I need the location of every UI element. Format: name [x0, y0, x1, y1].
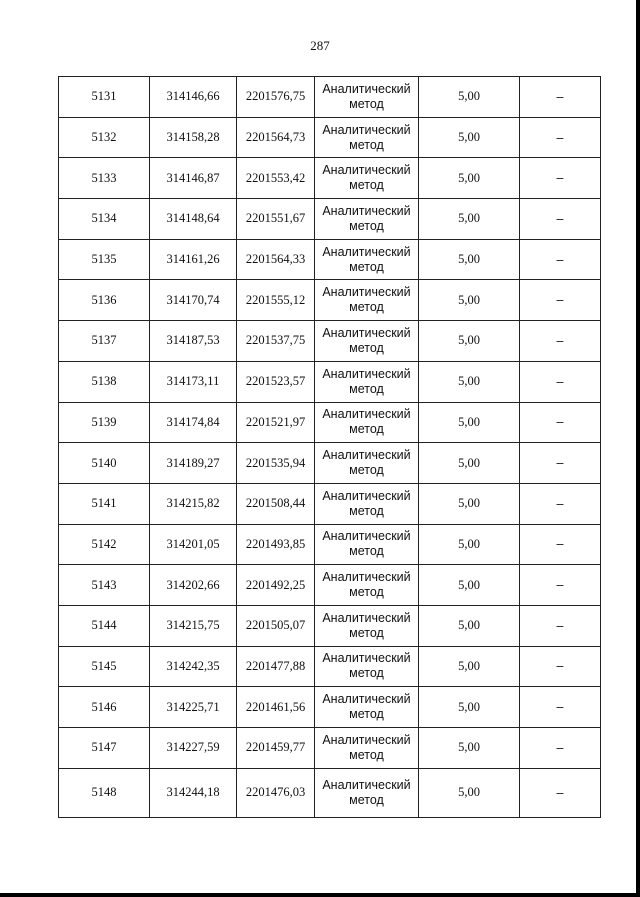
y-coordinate-cell: 2201493,85 — [237, 524, 315, 565]
y-coordinate-cell: 2201555,12 — [237, 280, 315, 321]
point-number-cell: 5142 — [59, 524, 150, 565]
table-row — [59, 158, 601, 199]
y-coordinate-cell: 2201523,57 — [237, 361, 315, 402]
y-coordinate-cell: 2201564,33 — [237, 239, 315, 280]
note-cell: – — [520, 565, 601, 606]
method-cell — [315, 239, 419, 280]
x-coordinate-cell: 314215,82 — [150, 483, 237, 524]
note-cell: – — [520, 605, 601, 646]
table-row — [59, 687, 601, 728]
note-cell: – — [520, 321, 601, 362]
method-line-2: метод — [349, 544, 384, 559]
table-row — [59, 117, 601, 158]
point-number-cell: 5132 — [59, 117, 150, 158]
method-line-1: Аналитический — [322, 488, 411, 503]
method-line-2: метод — [349, 178, 384, 193]
note-cell: – — [520, 402, 601, 443]
y-coordinate-cell: 2201477,88 — [237, 646, 315, 687]
method-line-2: метод — [349, 792, 384, 807]
table-row — [59, 199, 601, 240]
y-coordinate-cell: 2201537,75 — [237, 321, 315, 362]
point-number-cell: 5145 — [59, 646, 150, 687]
method-line-1: Аналитический — [322, 407, 411, 422]
table-row — [59, 361, 601, 402]
method-cell — [315, 280, 419, 321]
y-coordinate-cell: 2201521,97 — [237, 402, 315, 443]
point-number-cell: 5136 — [59, 280, 150, 321]
x-coordinate-cell: 314173,11 — [150, 361, 237, 402]
accuracy-cell: 5,00 — [419, 524, 520, 565]
method-cell — [315, 565, 419, 606]
method-cell — [315, 77, 419, 118]
x-coordinate-cell: 314201,05 — [150, 524, 237, 565]
y-coordinate-cell: 2201459,77 — [237, 728, 315, 769]
method-line-1: Аналитический — [322, 244, 411, 259]
x-coordinate-cell: 314161,26 — [150, 239, 237, 280]
method-cell — [315, 483, 419, 524]
method-line-2: метод — [349, 707, 384, 722]
accuracy-cell: 5,00 — [419, 402, 520, 443]
accuracy-cell: 5,00 — [419, 687, 520, 728]
method-cell — [315, 687, 419, 728]
accuracy-cell: 5,00 — [419, 239, 520, 280]
point-number-cell: 5143 — [59, 565, 150, 606]
y-coordinate-cell: 2201505,07 — [237, 605, 315, 646]
method-line-1: Аналитический — [322, 692, 411, 707]
method-line-2: метод — [349, 218, 384, 233]
table-row — [59, 524, 601, 565]
note-cell: – — [520, 728, 601, 769]
table-row — [59, 646, 601, 687]
y-coordinate-cell: 2201551,67 — [237, 199, 315, 240]
x-coordinate-cell: 314215,75 — [150, 605, 237, 646]
point-number-cell: 5140 — [59, 443, 150, 484]
coordinates-table — [58, 76, 601, 818]
note-cell: – — [520, 361, 601, 402]
x-coordinate-cell: 314202,66 — [150, 565, 237, 606]
note-cell: – — [520, 483, 601, 524]
method-line-2: метод — [349, 463, 384, 478]
method-cell — [315, 199, 419, 240]
method-line-2: метод — [349, 625, 384, 640]
method-line-2: метод — [349, 585, 384, 600]
point-number-cell: 5135 — [59, 239, 150, 280]
method-line-2: метод — [349, 666, 384, 681]
method-line-2: метод — [349, 137, 384, 152]
y-coordinate-cell: 2201461,56 — [237, 687, 315, 728]
accuracy-cell: 5,00 — [419, 443, 520, 484]
y-coordinate-cell: 2201564,73 — [237, 117, 315, 158]
note-cell: – — [520, 280, 601, 321]
method-cell — [315, 646, 419, 687]
method-line-1: Аналитический — [322, 325, 411, 340]
accuracy-cell: 5,00 — [419, 483, 520, 524]
point-number-cell: 5137 — [59, 321, 150, 362]
x-coordinate-cell: 314187,53 — [150, 321, 237, 362]
method-line-2: метод — [349, 259, 384, 274]
method-line-2: метод — [349, 747, 384, 762]
method-cell — [315, 524, 419, 565]
x-coordinate-cell: 314146,66 — [150, 77, 237, 118]
x-coordinate-cell: 314244,18 — [150, 768, 237, 817]
x-coordinate-cell: 314146,87 — [150, 158, 237, 199]
accuracy-cell: 5,00 — [419, 768, 520, 817]
page-number: 287 — [310, 38, 330, 53]
point-number-cell: 5134 — [59, 199, 150, 240]
y-coordinate-cell: 2201535,94 — [237, 443, 315, 484]
method-cell — [315, 605, 419, 646]
method-line-2: метод — [349, 422, 384, 437]
point-number-cell: 5148 — [59, 768, 150, 817]
method-line-1: Аналитический — [322, 122, 411, 137]
method-line-1: Аналитический — [322, 732, 411, 747]
method-line-1: Аналитический — [322, 529, 411, 544]
point-number-cell: 5146 — [59, 687, 150, 728]
note-cell: – — [520, 768, 601, 817]
method-cell — [315, 117, 419, 158]
point-number-cell: 5133 — [59, 158, 150, 199]
note-cell: – — [520, 443, 601, 484]
accuracy-cell: 5,00 — [419, 199, 520, 240]
table-row — [59, 728, 601, 769]
note-cell: – — [520, 239, 601, 280]
method-cell — [315, 443, 419, 484]
method-line-2: метод — [349, 96, 384, 111]
method-line-1: Аналитический — [322, 203, 411, 218]
note-cell: – — [520, 117, 601, 158]
point-number-cell: 5131 — [59, 77, 150, 118]
table-row — [59, 321, 601, 362]
table-row — [59, 280, 601, 321]
method-line-1: Аналитический — [322, 570, 411, 585]
accuracy-cell: 5,00 — [419, 361, 520, 402]
accuracy-cell: 5,00 — [419, 728, 520, 769]
table-row — [59, 483, 601, 524]
method-line-1: Аналитический — [322, 610, 411, 625]
table-row — [59, 239, 601, 280]
note-cell: – — [520, 646, 601, 687]
method-line-1: Аналитический — [322, 366, 411, 381]
note-cell: – — [520, 158, 601, 199]
x-coordinate-cell: 314174,84 — [150, 402, 237, 443]
y-coordinate-cell: 2201476,03 — [237, 768, 315, 817]
method-line-2: метод — [349, 503, 384, 518]
method-cell — [315, 768, 419, 817]
x-coordinate-cell: 314227,59 — [150, 728, 237, 769]
note-cell: – — [520, 77, 601, 118]
accuracy-cell: 5,00 — [419, 77, 520, 118]
method-line-2: метод — [349, 340, 384, 355]
accuracy-cell: 5,00 — [419, 117, 520, 158]
x-coordinate-cell: 314148,64 — [150, 199, 237, 240]
accuracy-cell: 5,00 — [419, 605, 520, 646]
note-cell: – — [520, 524, 601, 565]
method-cell — [315, 402, 419, 443]
y-coordinate-cell: 2201508,44 — [237, 483, 315, 524]
table-row — [59, 402, 601, 443]
table-row — [59, 77, 601, 118]
x-coordinate-cell: 314170,74 — [150, 280, 237, 321]
method-line-1: Аналитический — [322, 448, 411, 463]
method-line-1: Аналитический — [322, 777, 411, 792]
accuracy-cell: 5,00 — [419, 565, 520, 606]
point-number-cell: 5141 — [59, 483, 150, 524]
point-number-cell: 5139 — [59, 402, 150, 443]
point-number-cell: 5138 — [59, 361, 150, 402]
method-line-2: метод — [349, 381, 384, 396]
method-line-1: Аналитический — [322, 163, 411, 178]
method-cell — [315, 158, 419, 199]
y-coordinate-cell: 2201576,75 — [237, 77, 315, 118]
method-line-1: Аналитический — [322, 81, 411, 96]
method-cell — [315, 361, 419, 402]
note-cell: – — [520, 199, 601, 240]
x-coordinate-cell: 314189,27 — [150, 443, 237, 484]
point-number-cell: 5147 — [59, 728, 150, 769]
x-coordinate-cell: 314225,71 — [150, 687, 237, 728]
method-cell — [315, 728, 419, 769]
accuracy-cell: 5,00 — [419, 158, 520, 199]
table-row — [59, 605, 601, 646]
table-body — [59, 77, 601, 818]
x-coordinate-cell: 314242,35 — [150, 646, 237, 687]
x-coordinate-cell: 314158,28 — [150, 117, 237, 158]
table-row — [59, 443, 601, 484]
method-line-1: Аналитический — [322, 285, 411, 300]
method-line-1: Аналитический — [322, 651, 411, 666]
point-number-cell: 5144 — [59, 605, 150, 646]
accuracy-cell: 5,00 — [419, 321, 520, 362]
table-row — [59, 565, 601, 606]
accuracy-cell: 5,00 — [419, 280, 520, 321]
y-coordinate-cell: 2201492,25 — [237, 565, 315, 606]
accuracy-cell: 5,00 — [419, 646, 520, 687]
method-cell — [315, 321, 419, 362]
table-row — [59, 768, 601, 817]
method-line-2: метод — [349, 300, 384, 315]
y-coordinate-cell: 2201553,42 — [237, 158, 315, 199]
note-cell: – — [520, 687, 601, 728]
